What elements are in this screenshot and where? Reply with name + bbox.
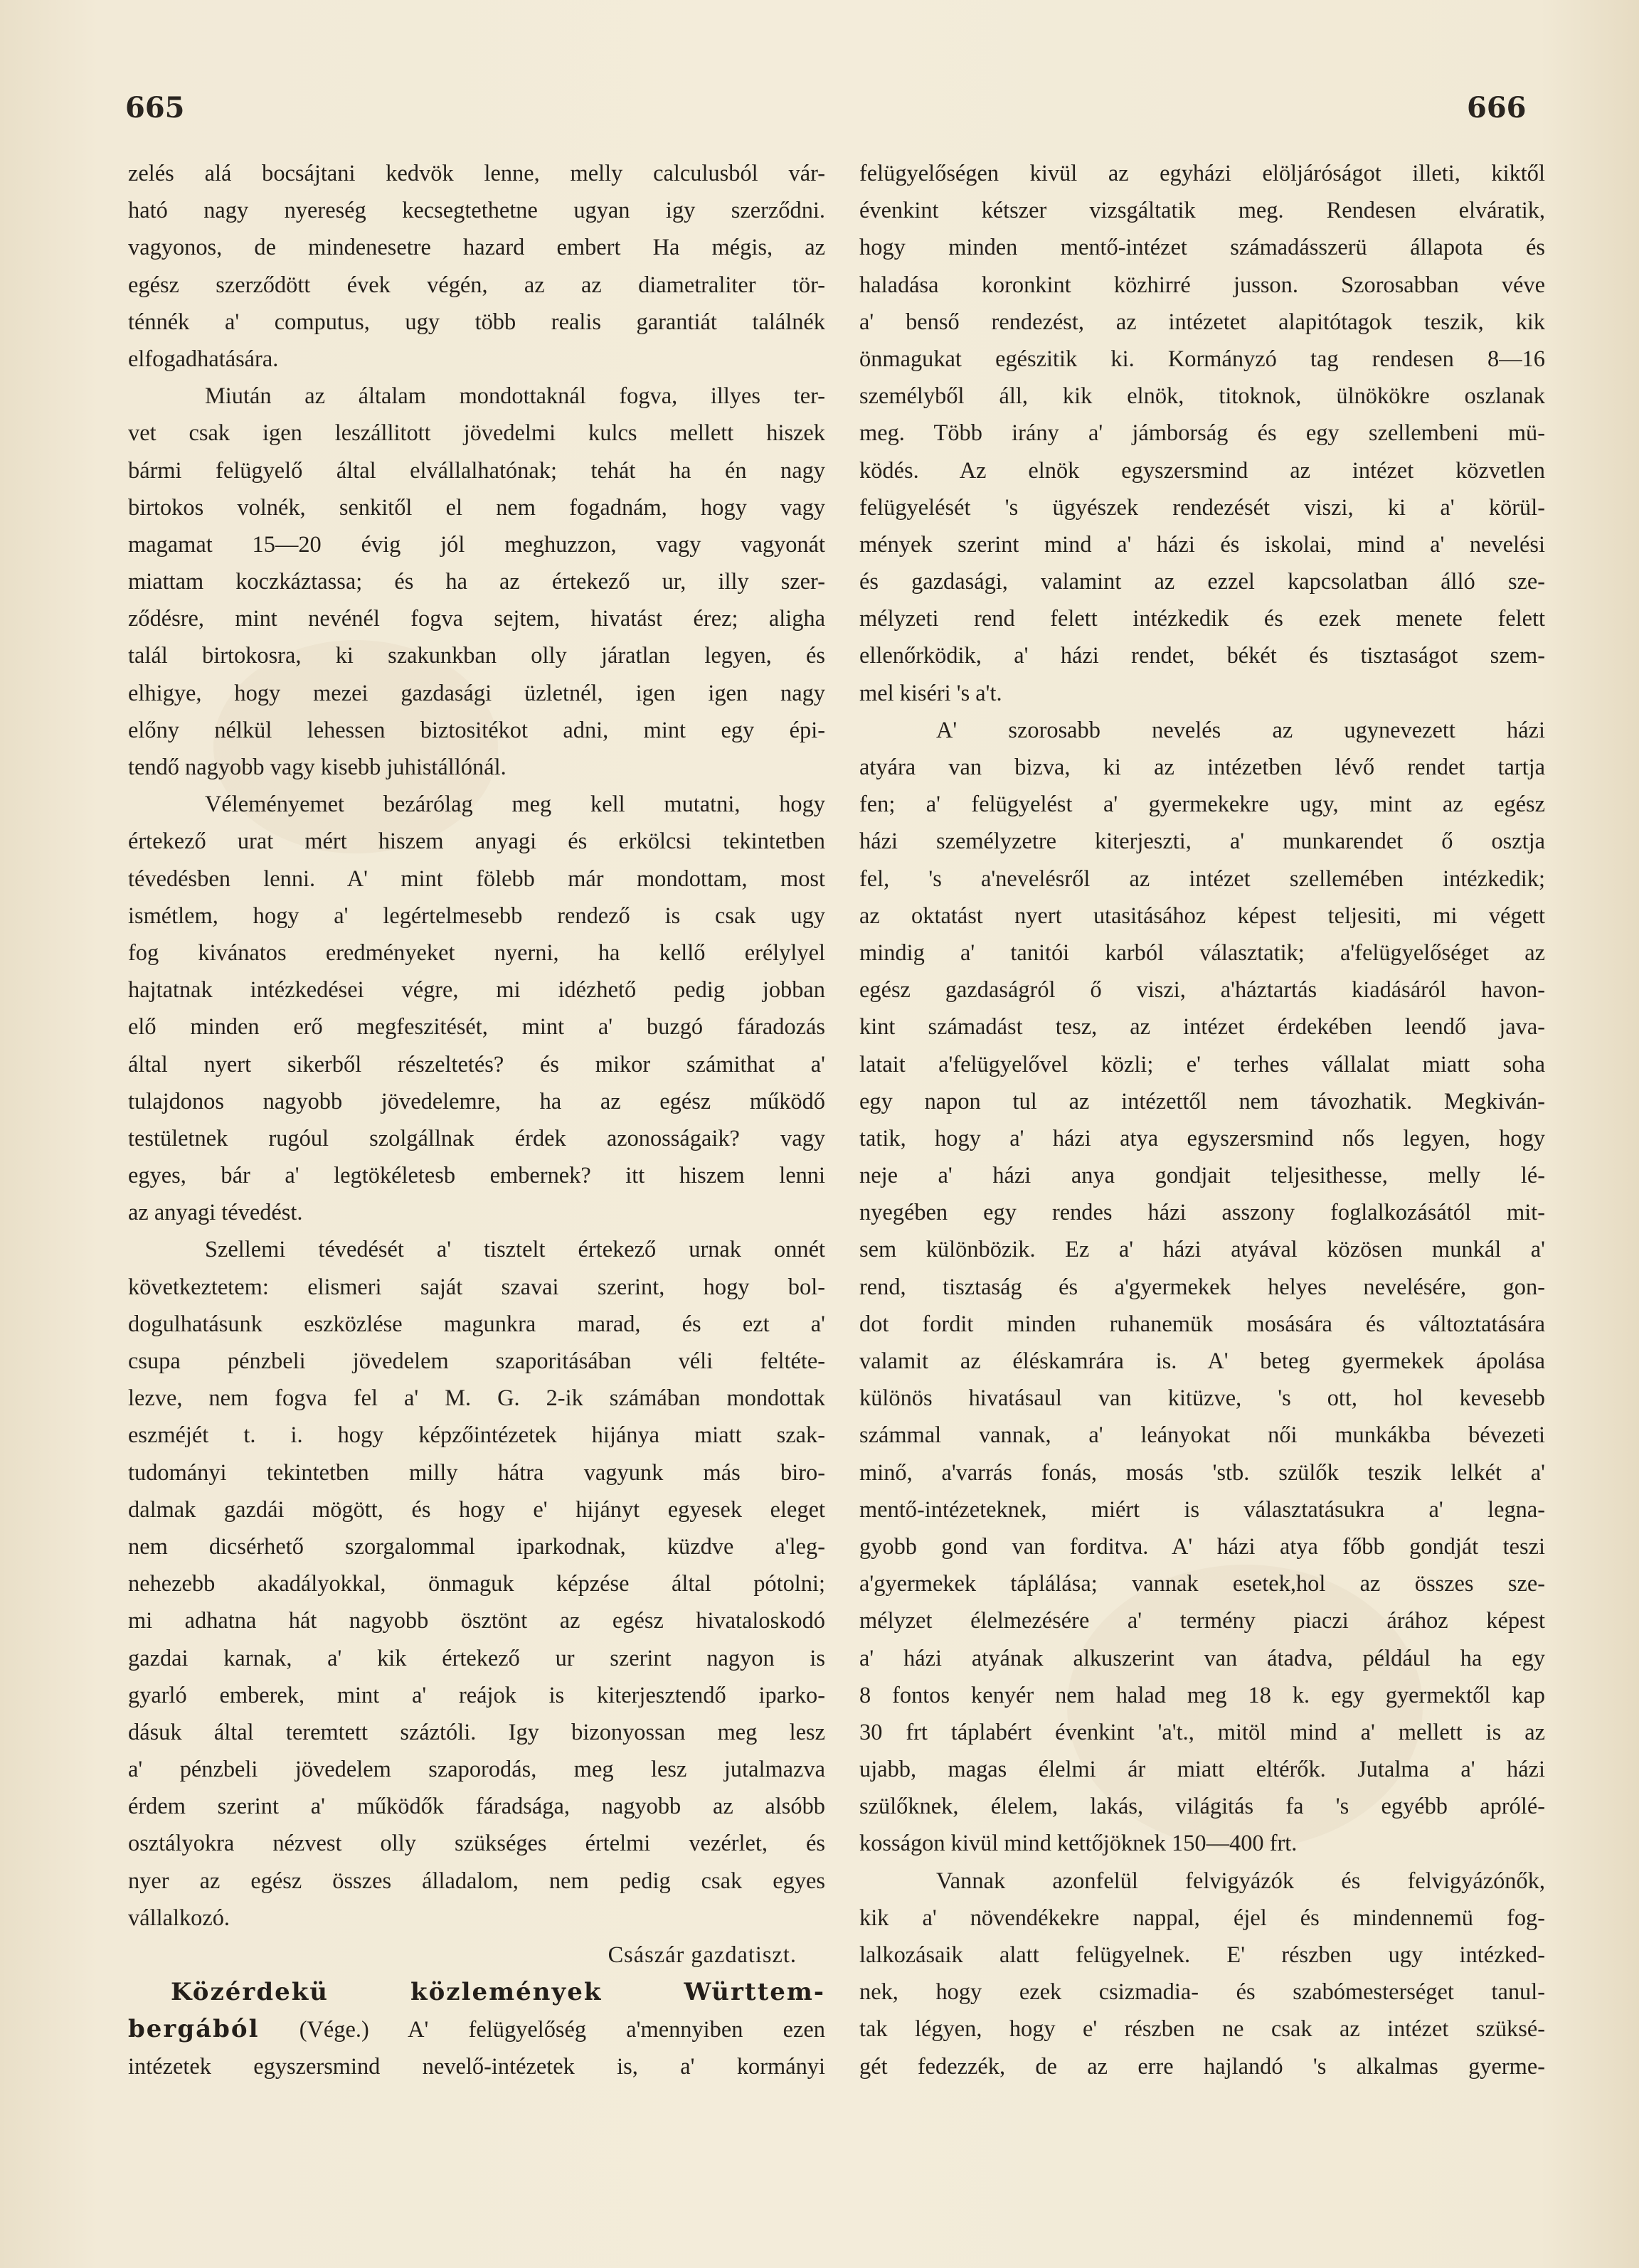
text-line: elfogadhatására. <box>128 346 279 372</box>
text-line: vet csak igen leszállitott jövedelmi kulcs mellett hiszek <box>128 420 825 447</box>
text-line: eszméjét t. i. hogy képzőintézetek hijánya miatt szak- <box>128 1422 825 1449</box>
text-line: egy napon tul az intézettől nem távozhatik. Megkiván- <box>859 1088 1545 1114</box>
text-line: minő, a'varrás fonás, mosás 'stb. szülők teszik lelkét a' <box>859 1459 1545 1486</box>
text-line: nehezebb akadályokkal, önmaguk képzése által pótolni; <box>128 1571 825 1597</box>
text-line: mények szerint mind a' házi és iskolai, mind a' nevelési <box>859 531 1545 558</box>
text-line: intézetek egyszersmind nevelő-intézetek is, a' kormányi <box>128 2053 825 2080</box>
text-line: vagyonos, de mindenesetre hazard embert Ha mégis, az <box>128 235 825 261</box>
text-line: ződésre, mint nevénél fogva sejtem, hivatást érez; aligha <box>128 606 825 632</box>
text-line: és gazdasági, valamint az ezzel kapcsolatban álló sze- <box>859 569 1545 595</box>
text-line: dot fordit minden ruhanemük mosására és változtatására <box>859 1311 1545 1337</box>
text-line: különös hivatásaul van kitüzve, 's ott, hol kevesebb <box>859 1385 1545 1412</box>
text-line: évenkint kétszer vizsgáltatik meg. Rendesen elváratik, <box>859 198 1545 224</box>
text-line: mélyzeti rend felett intézkedik és ezek menete felett <box>859 606 1545 632</box>
text-line: dogulhatásunk eszközlése magunkra marad, és ezt a' <box>128 1311 825 1337</box>
page-number-left: 665 <box>125 91 185 124</box>
text-line: hogy minden mentő-intézet számadásszerü állapota és <box>859 235 1545 261</box>
text-line: A' szorosabb nevelés az ugynevezett házi <box>936 717 1545 743</box>
heading-line <box>128 2011 825 2048</box>
text-line: 30 frt táplabért évenkint 'a't., mitöl mind a' mellett is az <box>859 1719 1545 1745</box>
text-line: miattam koczkáztassa; és ha az értekező ur, illy szer- <box>128 569 825 595</box>
text-line: önmagukat egészitik ki. Kormányzó tag rendesen 8—16 <box>859 346 1545 372</box>
text-line: csupa pénzbeli jövedelem szaporitásában véli feltéte- <box>128 1348 825 1374</box>
right-column <box>859 155 1545 2085</box>
text-line: a'gyermekek táplálása; vannak esetek,hol az összes sze- <box>859 1571 1545 1597</box>
text-line: osztályokra nézvest olly szükséges értelmi vezérlet, és <box>128 1831 825 1857</box>
text-line: kosságon kivül mind kettőjöknek 150—400 frt. <box>859 1831 1298 1857</box>
text-line: kint számadást tesz, az intézet érdekében leendő java- <box>859 1014 1545 1040</box>
text-line: elhigye, hogy mezei gazdasági üzletnél, igen igen nagy <box>128 680 825 706</box>
text-line: tatik, hogy a' házi atya egyszersmind nős legyen, hogy <box>859 1125 1545 1151</box>
text-line: Szellemi tévedését a' tisztelt értekező urnak onnét <box>205 1237 825 1263</box>
text-line: testületnek rugóul szolgállnak érdek azonosságaik? vagy <box>128 1125 825 1151</box>
text-line: lalkozásaik alatt felügyelnek. E' részben ugy intézked- <box>859 1942 1545 1968</box>
text-line: fog kivánatos eredményeket nyerni, ha kellő erélylyel <box>128 939 825 966</box>
text-line: egész szerződött évek végén, az az diametraliter tör- <box>128 272 825 298</box>
text-line: Miután az általam mondottaknál fogva, illyes ter- <box>205 383 825 410</box>
text-line: 8 fontos kenyér nem halad meg 18 k. egy gyermektől kap <box>859 1682 1545 1708</box>
text-line: tulajdonos nagyobb jövedelemre, ha az egész működő <box>128 1088 825 1114</box>
article-heading-continued: bergából <box>128 2015 260 2044</box>
text-line: Véleményemet bezárólag meg kell mutatni, hogy <box>205 792 825 818</box>
text-line: érdem szerint a' működők fáradsága, nagyobb az alsóbb <box>128 1794 825 1820</box>
text-line: személyből áll, kik elnök, titoknok, ülnökökre oszlanak <box>859 383 1545 410</box>
text-line: ténnék a' computus, ugy több realis garantiát találnék <box>128 309 825 335</box>
text-line: egész gazdaságról ő viszi, a'háztartás kiadásáról havon- <box>859 977 1545 1003</box>
text-line: zelés alá bocsájtani kedvök lenne, melly calculusból vár- <box>128 161 825 186</box>
text-line: birtokos volnék, senkitől el nem fogadnám, hogy vagy <box>128 494 825 521</box>
text-line: mélyzet élelmezésére a' termény piaczi árához képest <box>859 1608 1545 1634</box>
text-line: házi személyzetre kiterjeszti, a' munkarendet ő osztja <box>859 829 1545 855</box>
text-line: az anyagi tévedést. <box>128 1200 303 1226</box>
text-line: talál birtokosra, ki szakunkban olly járatlan legyen, és <box>128 643 825 669</box>
text-line: az oktatást nyert utasitásához képest teljesiti, mi végett <box>859 903 1545 929</box>
text-line: tak légyen, hogy e' részben ne csak az intézet szüksé- <box>859 2016 1545 2043</box>
text-line: Vannak azonfelül felvigyázók és felvigyázónők, <box>936 1868 1545 1894</box>
heading-continuation-text: (Vége.) A' felügyelőség a'mennyiben ezen <box>299 2017 825 2043</box>
text-line: mindig a' tanitói karból választatik; a'felügyelőséget az <box>859 939 1545 966</box>
text-line: gyarló emberek, mint a' reájok is kiterjesztendő iparko- <box>128 1682 825 1708</box>
text-line: előny nélkül lehessen biztositékot adni, mint egy épi- <box>128 717 825 743</box>
text-line: valamit az éléskamrára is. A' beteg gyermekek ápolása <box>859 1348 1545 1374</box>
text-line: dásuk által teremtett száztóli. Igy bizonyossan meg lesz <box>128 1719 825 1745</box>
text-line: fel, 's a'nevelésről az intézet szellemében intézkedik; <box>859 866 1545 892</box>
text-line: felügyelőségen kivül az egyházi elöljáróságot illeti, kiktől <box>859 161 1545 186</box>
text-line: egyes, bár a' legtökéletesb embernek? itt hiszem lenni <box>128 1163 825 1189</box>
text-line: ható nagy nyereség kecsegtethetne ugyan igy szerződni. <box>128 198 825 224</box>
text-line: által nyert sikerből részeltetés? és mikor számithat a' <box>128 1051 825 1077</box>
text-line: rend, tisztaság és a'gyermekek helyes nevelésére, gon- <box>859 1274 1545 1300</box>
text-line: haladása koronkint közhirré jusson. Szorosabban véve <box>859 272 1545 298</box>
text-line: magamat 15—20 évig jól meghuzzon, vagy vagyonát <box>128 531 825 558</box>
text-line: tudományi tekintetben milly hátra vagyunk más biro- <box>128 1459 825 1486</box>
text-line: tendő nagyobb vagy kisebb juhistállónál. <box>128 755 506 780</box>
text-line: sem különbözik. Ez a' házi atyával közösen munkál a' <box>859 1237 1545 1263</box>
text-line: dalmak gazdái mögött, és hogy e' hijányt egyesek eleget <box>128 1496 825 1523</box>
left-column <box>128 155 825 2085</box>
text-line: bármi felügyelő által elvállalhatónak; tehát ha én nagy <box>128 457 825 484</box>
text-line: nem dicsérhető szorgalommal iparkodnak, küzdve a'leg- <box>128 1533 825 1560</box>
article-heading: Közérdekü közlemények Württem- <box>171 1978 825 2007</box>
text-line: a' benső rendezést, az intézetet alapitótagok teszik, kik <box>859 309 1545 335</box>
heading-line <box>128 1974 825 2011</box>
text-line: gyobb gond van forditva. A' házi atya főbb gondját teszi <box>859 1533 1545 1560</box>
text-line: lezve, nem fogva fel a' M. G. 2-ik számában mondottak <box>128 1385 825 1412</box>
text-line: atyára van bizva, ki az intézetben lévő rendet tartja <box>859 755 1545 780</box>
text-line: gazdai karnak, a' kik értekező ur szerint nagyon is <box>128 1645 825 1671</box>
text-line: felügyelését 's ügyészek rendezését viszi, ki a' körül- <box>859 494 1545 521</box>
text-line: ujabb, magas élelmi ár miatt eltérők. Jutalma a' házi <box>859 1757 1545 1783</box>
text-line: a' házi atyának alkuszerint van átadva, például ha egy <box>859 1645 1545 1671</box>
text-line: számmal vannak, a' leányokat női munkákba bévezeti <box>859 1422 1545 1449</box>
text-line: ködés. Az elnök egyszersmind az intézet közvetlen <box>859 457 1545 484</box>
author-signature: Császár gazdatiszt. <box>608 1942 797 1968</box>
text-line: gét fedezzék, de az erre hajlandó 's alkalmas gyerme- <box>859 2053 1545 2080</box>
text-line: a' pénzbeli jövedelem szaporodás, meg lesz jutalmazva <box>128 1757 825 1783</box>
text-line: neje a' házi anya gondjait teljesithesse, melly lé- <box>859 1163 1545 1189</box>
text-line: meg. Több irány a' jámborság és egy szellembeni mü- <box>859 420 1545 447</box>
text-line: elő minden erő megfeszitését, mint a' buzgó fáradozás <box>128 1014 825 1040</box>
text-line: ismétlem, hogy a' legértelmesebb rendező is csak ugy <box>128 903 825 929</box>
text-line: nek, hogy ezek csizmadia- és szabómesterséget tanul- <box>859 1979 1545 2006</box>
text-line: mentő-intézeteknek, miért is választatásukra a' legna- <box>859 1496 1545 1523</box>
text-line: hajtatnak intézkedései végre, mi idézhető pedig jobban <box>128 977 825 1003</box>
page-number-right: 666 <box>1467 91 1527 124</box>
text-line: ellenőrködik, a' házi rendet, békét és tisztaságot szem- <box>859 643 1545 669</box>
text-line: fen; a' felügyelést a' gyermekekre ugy, mint az egész <box>859 792 1545 818</box>
text-line: nyer az egész összes álladalom, nem pedig csak egyes <box>128 1868 825 1894</box>
text-line: értekező urat mért hiszem anyagi és erkölcsi tekintetben <box>128 829 825 855</box>
text-line: szülőknek, élelem, lakás, világitás fa 's egyébb aprólé- <box>859 1794 1545 1820</box>
text-line: mel kiséri 's a't. <box>859 680 1002 706</box>
text-line: tévedésben lenni. A' mint fölebb már mondottam, most <box>128 866 825 892</box>
text-line: nyegében egy rendes házi asszony foglalkozásától mit- <box>859 1200 1545 1226</box>
text-line: kik a' növendékekre nappal, éjel és mindennemü fog- <box>859 1905 1545 1931</box>
text-line: latait a'felügyelővel közli; e' terhes vállalat miatt soha <box>859 1051 1545 1077</box>
text-line: következtetem: elismeri saját szavai szerint, hogy bol- <box>128 1274 825 1300</box>
text-line: vállalkozó. <box>128 1905 230 1931</box>
text-line: mi adhatna hát nagyobb ösztönt az egész hivataloskodó <box>128 1608 825 1634</box>
